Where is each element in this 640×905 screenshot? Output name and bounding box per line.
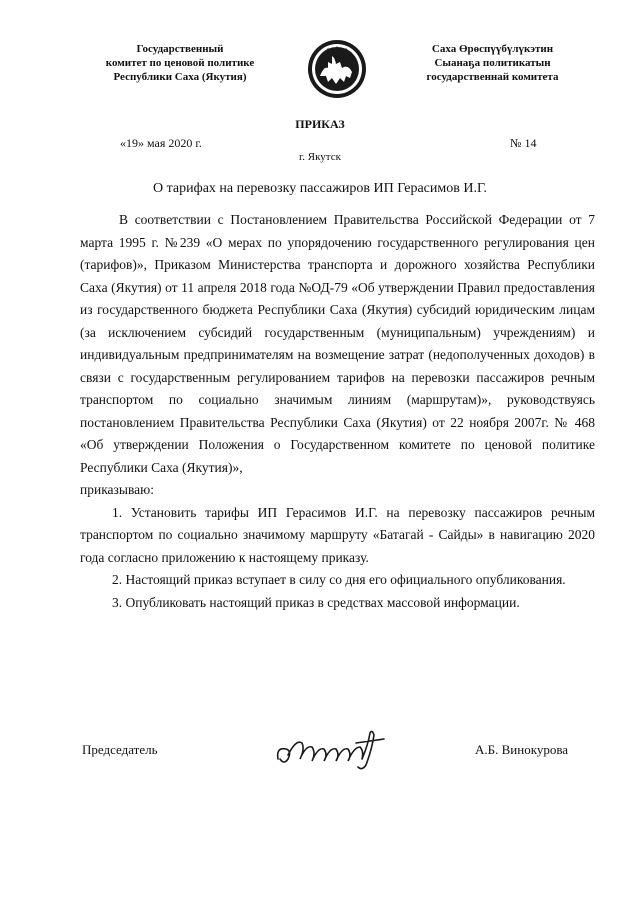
document-title: ПРИКАЗ bbox=[295, 117, 345, 131]
order-item-1: 1. Установить тарифы ИП Герасимов И.Г. на перевозку пассажиров речным транспортом по социально значимому маршруту «Батагай - Сайды» в навигацию 2020 года согласно приложению к настоящему приказу. bbox=[80, 504, 595, 565]
signer-name: А.Б. Винокурова bbox=[475, 742, 569, 757]
order-body bbox=[80, 209, 595, 614]
order-number: № 14 bbox=[510, 136, 537, 150]
header-right-line: Сыанаҕа политикатын bbox=[434, 57, 551, 69]
order-city: г. Якутск bbox=[299, 151, 341, 163]
header-right-line: государственнай комитета bbox=[426, 71, 559, 83]
republic-sakha-emblem-icon bbox=[306, 38, 368, 100]
header-right-org bbox=[380, 42, 605, 84]
signer-position: Председатель bbox=[82, 742, 158, 757]
preamble-paragraph: В соответствии с Постановлением Правительства Российской Федерации от 7 марта 1995 г. №239 «О мерах по упорядочению государственного регулирования цен (тарифов)», Приказом Министерства транспорта и дорожного хозяйства Республики Саха (Якутия) от 11 апреля 2018 года №ОД-79 «Об утверждении Правил предоставления из государственного бюджета Республики Саха (Якутия) субсидий юридическим лицам (за исключением субсидий государственным (муниципальным) учреждениям) и индивидуальным предпринимателям на возмещение затрат (недополученных доходов) в связи с государственным регулированием тарифов на перевозки пассажиров речным транспортом по социально значимым линиям (маршрутам)», руководствуясь постановлением Правительства Республики Саха (Якутия) от 22 ноября 2007г. № 468 «Об утверждении Положения о Государственном комитете по ценовой политике Республики Саха (Якутия)», bbox=[80, 212, 595, 475]
header-left-org bbox=[70, 42, 290, 84]
header-right-line: Саха Өрөспүүбүлүкэтин bbox=[431, 43, 554, 55]
order-item-3: 3. Опубликовать настоящий приказ в средствах массовой информации. bbox=[112, 594, 520, 610]
header-left-line: комитет по ценовой политике bbox=[105, 57, 255, 69]
ordering-word: приказываю: bbox=[80, 482, 154, 497]
order-item-2: 2. Настоящий приказ вступает в силу со дня его официального опубликования. bbox=[112, 572, 566, 587]
order-date: «19» мая 2020 г. bbox=[120, 136, 202, 150]
header-left-line: Государственный bbox=[136, 43, 224, 55]
header-left-line: Республики Саха (Якутия) bbox=[113, 71, 247, 83]
handwritten-signature bbox=[272, 725, 392, 775]
order-subject: О тарифах на перевозку пассажиров ИП Герасимов И.Г. bbox=[153, 181, 487, 196]
